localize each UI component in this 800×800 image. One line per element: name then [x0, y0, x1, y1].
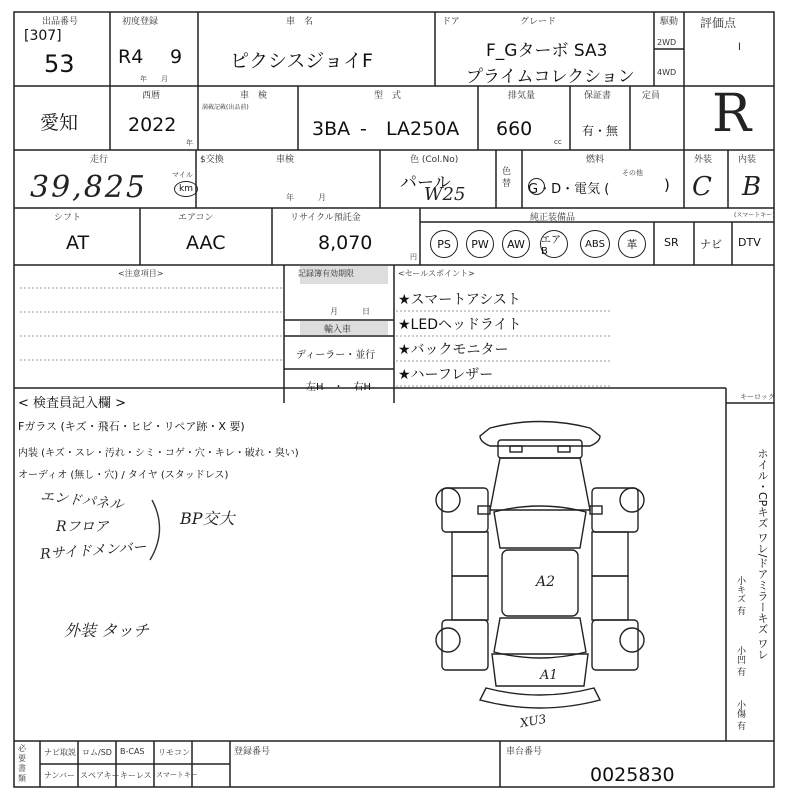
year-suffix: 年 — [186, 139, 193, 147]
shaken-sub-2: 満載記載(出品前) — [202, 104, 249, 111]
inspector-audio: オーディオ (無し・穴) / タイヤ (スタッドレス) — [18, 470, 229, 481]
sales-point-2: ★LEDヘッドライト — [398, 317, 522, 333]
damage-mark-roof: A2 — [536, 574, 556, 590]
color-label: 色 (Col.No) — [410, 155, 459, 165]
equip-dtv: DTV — [738, 236, 761, 249]
footer-spare-key: スペアキー — [80, 771, 120, 780]
drive-label: 駆動 — [660, 17, 679, 27]
import-label: 輸入車 — [324, 325, 352, 335]
inspector-note-3: Rサイドメンバー — [39, 539, 147, 563]
exterior-grade: C — [692, 172, 712, 202]
side-note-c: 小傷 有 — [735, 700, 745, 730]
footer-keyless: キーレス — [120, 771, 152, 780]
recycle-label: リサイクル預託金 — [290, 213, 361, 223]
exterior-label: 外装 — [694, 155, 713, 165]
grade-line2: プライムコレクション — [466, 67, 635, 87]
first-reg-label: 初度登録 — [122, 17, 159, 27]
grade-label: グレード — [520, 17, 557, 27]
fuel-other: その他 — [622, 169, 643, 177]
lot-label: 出品番号 — [42, 17, 79, 27]
warranty-label: 保証書 — [584, 91, 612, 101]
score-value: R — [712, 84, 752, 144]
equip-ps: PS — [430, 230, 458, 258]
footer-remote: リモコン — [158, 748, 190, 757]
record-label: 記録簿有効期限 — [298, 269, 354, 278]
first-reg-era: R4 — [118, 46, 144, 68]
equip-pw: PW — [466, 230, 494, 258]
keylock-label: キーロック — [740, 393, 775, 401]
lot-number: 53 — [44, 50, 75, 78]
capacity-label: 定員 — [642, 91, 661, 101]
displacement: 660 — [496, 118, 533, 140]
equip-sr: SR — [664, 236, 679, 249]
equip-airbag: エアB — [540, 230, 568, 258]
side-damage-text: ホイル・CPキズ ワレ/ドアミラーキズ ワレ — [756, 448, 769, 661]
shaken-sub-3: 年 月 — [286, 193, 326, 202]
footer-rom-sd: ロム/SD — [82, 748, 112, 757]
equip-aw: AW — [502, 230, 530, 258]
recycle-fee: 8,070 — [318, 232, 373, 254]
inspector-note-2: Rフロア — [56, 519, 109, 535]
damage-mark-trunk: A1 — [540, 668, 558, 683]
sales-point-1: ★スマートアシスト — [398, 292, 521, 308]
equip-leather: 革 — [618, 230, 646, 258]
equip-navi: ナビ — [700, 238, 722, 251]
model-label: 型 式 — [374, 91, 402, 101]
record-day-label: 月 日 — [330, 307, 370, 316]
inspector-glass: Fガラス (キズ・飛石・ヒビ・リペア跡・X 要) — [18, 420, 245, 433]
side-note-b: 小凹 有 — [735, 646, 745, 676]
chassis-label: 車台番号 — [506, 747, 543, 757]
score-mark: l — [738, 42, 741, 53]
shift-label: シフト — [54, 213, 82, 223]
sales-point-4: ★ハーフレザー — [398, 367, 494, 383]
footer-plate: ナンバー — [44, 771, 76, 780]
handle-value: 左H ・ 右H — [306, 382, 372, 393]
first-reg-sub: 年 月 — [140, 75, 168, 83]
side-note-a: 小キズ 有 — [735, 576, 745, 615]
footer-navi-manual: ナビ取説 — [44, 748, 76, 757]
year-label: 西暦 — [142, 91, 161, 101]
footer-bcas: B-CAS — [120, 747, 145, 756]
keyless-label: (スマートキー) — [734, 212, 775, 219]
ac-label: エアコン — [178, 213, 214, 223]
equipment-label: 純正装備品 — [530, 213, 576, 223]
damage-mark-bumper: XU3 — [518, 711, 548, 731]
chassis-number: 0025830 — [590, 764, 675, 786]
interior-label: 内装 — [738, 155, 757, 165]
drive-4wd: 4WD — [657, 68, 677, 77]
displacement-unit: cc — [554, 138, 562, 146]
meter-label: $交換 — [200, 155, 224, 165]
color-code: W25 — [424, 184, 466, 205]
year: 2022 — [128, 114, 177, 136]
score-label: 評価点 — [700, 16, 737, 30]
mileage: 39,825 — [30, 170, 147, 205]
mileage-unit-top: マイル — [172, 171, 193, 179]
lot-code: [307] — [24, 28, 62, 44]
shaken-label-3: 車検 — [276, 155, 295, 165]
prefecture: 愛知 — [40, 112, 79, 134]
sales-point-3: ★バックモニター — [398, 342, 509, 358]
color: パール — [400, 173, 451, 193]
mileage-label: 走行 — [90, 155, 109, 165]
reg-number-label: 登録番号 — [234, 747, 271, 757]
sales-label: <セールスポイント> — [398, 269, 475, 278]
grade-line1: F_Gターボ SA3 — [486, 41, 608, 61]
fuel-label: 燃料 — [586, 155, 605, 165]
shift: AT — [66, 232, 90, 254]
ac: AAC — [186, 232, 226, 254]
interior-grade: B — [742, 172, 762, 202]
first-reg-month: 9 — [170, 46, 183, 68]
shaken-label-2: 車 検 — [240, 91, 268, 101]
required-docs-label: 必要書類 — [18, 744, 26, 783]
inspector-note-4: BP交大 — [180, 509, 235, 528]
recolor-label: 色替 — [502, 167, 512, 189]
fuel-close-paren: ) — [664, 176, 670, 194]
model-prefix: 3BA — [312, 118, 351, 140]
displacement-label: 排気量 — [508, 91, 536, 101]
inspector-note-1: エンドパネル — [39, 488, 125, 514]
fuel-options: G・D・電気 ( — [528, 182, 610, 197]
caution-label: <注意項目> — [118, 269, 164, 278]
recycle-unit: 円 — [410, 253, 417, 261]
car-name: ピクシスジョイF — [230, 50, 373, 72]
model: LA250A — [386, 118, 460, 140]
equip-abs: ABS — [580, 230, 610, 258]
warranty-value: 有・無 — [582, 124, 619, 138]
inspector-title: < 検査員記入欄 > — [18, 396, 127, 411]
mileage-unit-km: km — [174, 181, 198, 197]
inspector-interior: 内装 (キズ・スレ・汚れ・シミ・コゲ・穴・キレ・破れ・臭い) — [18, 448, 299, 459]
car-name-label: 車 名 — [286, 17, 314, 27]
drive-2wd: 2WD — [657, 38, 677, 47]
footer-smart-key: スマートキー — [156, 771, 198, 779]
import-value: ディーラー・並行 — [296, 350, 376, 361]
door-label: ドア — [442, 17, 460, 27]
model-dash: - — [360, 118, 367, 140]
inspector-note-5: 外装 タッチ — [64, 621, 150, 640]
